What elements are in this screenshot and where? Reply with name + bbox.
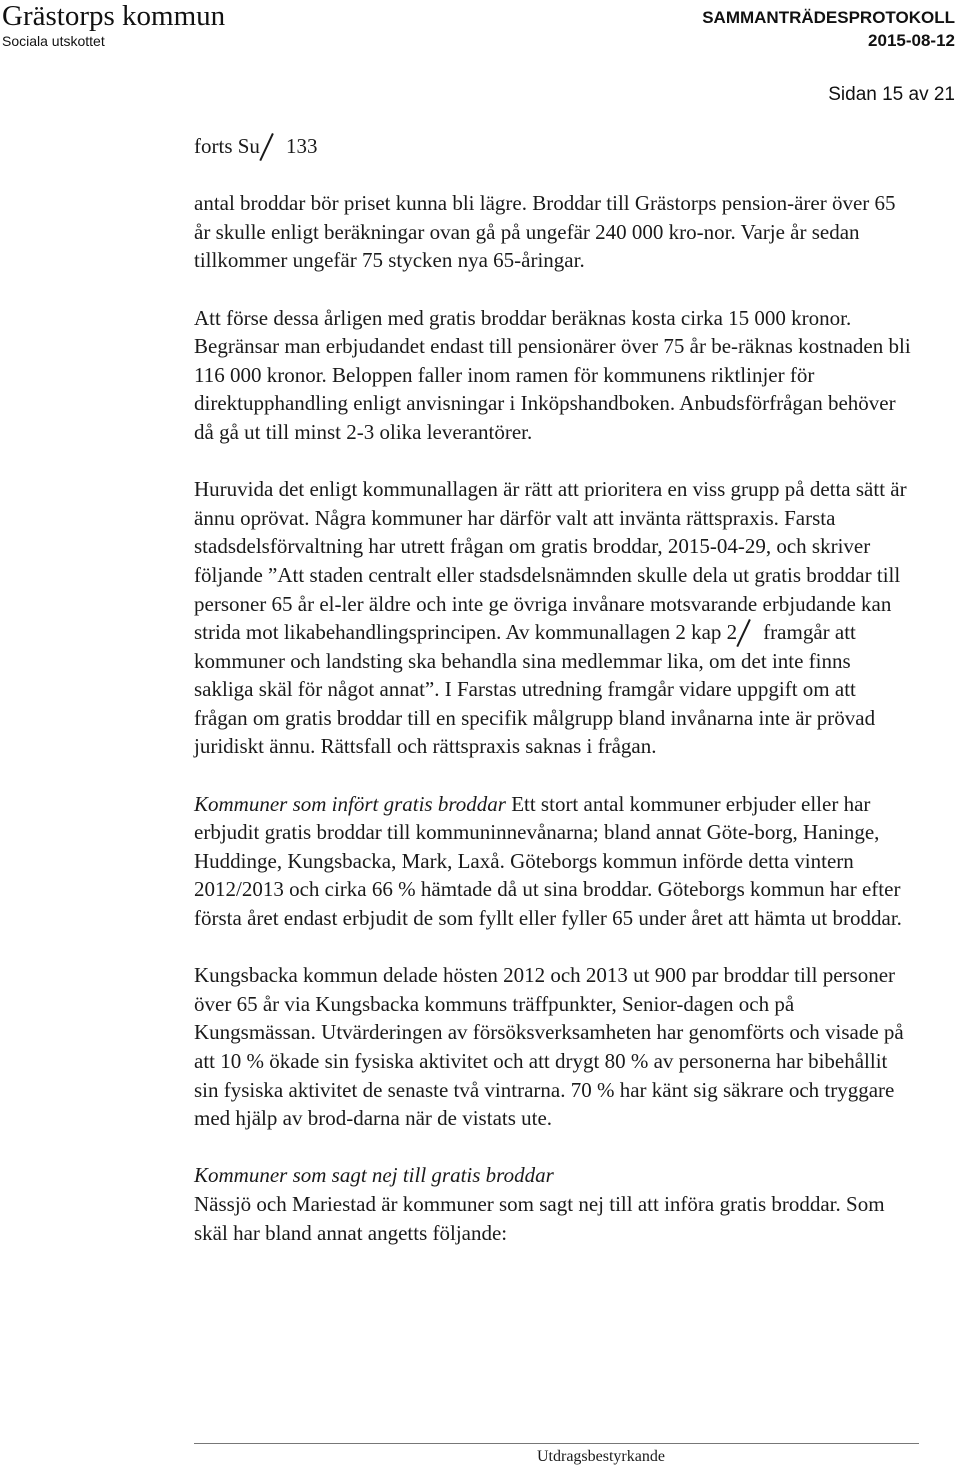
section-heading-introduced: Kommuner som infört gratis broddar [194, 791, 506, 816]
page-number: Sidan 15 av 21 [828, 84, 955, 105]
section-heading-declined: Kommuner som sagt nej till gratis broddar [194, 1163, 554, 1188]
footer-label: Utdragsbestyrkande [537, 1448, 665, 1465]
document-body [194, 132, 914, 1247]
footer-divider [194, 1443, 919, 1444]
paragraph-1: antal broddar bör priset kunna bli lägre. Broddar till Grästorps pension-ärer över 65 år skulle enligt beräkningar ovan gå på ungefär 240 000 kro-nor. Varje år sedan tillkommer ungefär 75 stycken nya 65-åringar. [194, 191, 896, 273]
paragraph-3-part-b: framgår att kommuner och landsting ska behandla sina medlemmar lika, om det inte finns sakliga skäl för något annat”. I Farstas utredning framgår vidare uppgift om att frågan om gratis broddar till en specifik målgrupp bland invånarna inte är prövad juridiskt ännu. Rättsfall och rättspraxis saknas i frågan. [194, 620, 876, 759]
paragraph-2: Att förse dessa årligen med gratis broddar beräknas kosta cirka 15 000 kronor. Begränsar man erbjudandet endast till pensionärer över 75 år be-räknas kostnaden bli 116 000 kronor. Beloppen faller inom ramen för kommunens riktlinjer för direktupphandling enligt anvisningar i Inköpshandboken. Anbudsförfrågan behöver då gå ut till minst 2-3 olika leverantörer. [194, 305, 911, 444]
paragraph-5: Kungsbacka kommun delade hösten 2012 och 2013 ut 900 par broddar till personer över 65 år via Kungsbacka kommuns träffpunkter, Senior-dagen och på Kungsmässan. Utvärderingen av försöksverksamheten har genomförts och visade på att 10 % ökade sin fysiska aktivitet och att drygt 80 % av personerna har bibehållit sin fysiska aktivitet de senaste två vintrarna. 70 % har känt sig säkrare och tryggare med hjälp av brod-darna när de vistats ute. [194, 963, 904, 1131]
paragraph-6: Nässjö och Mariestad är kommuner som sagt nej till att införa gratis broddar. Som skäl har bland annat angetts följande: [194, 1191, 885, 1245]
document-type: SAMMANTRÄDESPROTOKOLL [702, 8, 955, 27]
continued-number: 133 [285, 134, 318, 158]
section-sign-icon [743, 619, 757, 645]
section-sign-icon [266, 133, 280, 159]
organization-name: Grästorps kommun [2, 0, 226, 32]
continued-prefix: forts Su [194, 134, 260, 158]
meeting-date: 2015-08-12 [868, 31, 955, 50]
paragraph-3 [194, 475, 914, 761]
paragraph-3-part-a: Huruvida det enligt kommunallagen är rätt att prioritera en viss grupp på detta sätt är ännu oprövat. Några kommuner har därför valt att invänta rättspraxis. Farsta stadsdelsförvaltning har utrett frågan om gratis broddar, 2015-04-29, och skriver följande ”Att staden centralt eller stadsdelsnämnden skulle dela ut gratis broddar till personer 65 år el-ler äldre och inte ge övriga invånare motsvarande erbjudande kan strida mot likabehandlingsprincipen. Av kommunallagen 2 kap 2 [194, 477, 907, 645]
paragraph-4 [194, 790, 914, 933]
committee-name: Sociala utskottet [2, 33, 105, 49]
paragraph-4-text: Ett stort antal kommuner erbjuder eller har erbjudit gratis broddar till kommuninnevånarna; bland annat Göte-borg, Haninge, Huddinge, Kungsbacka, Mark, Laxå. Göteborgs kommun införde detta vintern 2012/2013 och cirka 66 % hämtade då ut sina broddar. Göteborgs kommun har efter första året endast erbjudit de som fyllt eller fyller 65 under året att hämta ut broddar. [194, 791, 902, 931]
continued-heading [194, 132, 914, 161]
